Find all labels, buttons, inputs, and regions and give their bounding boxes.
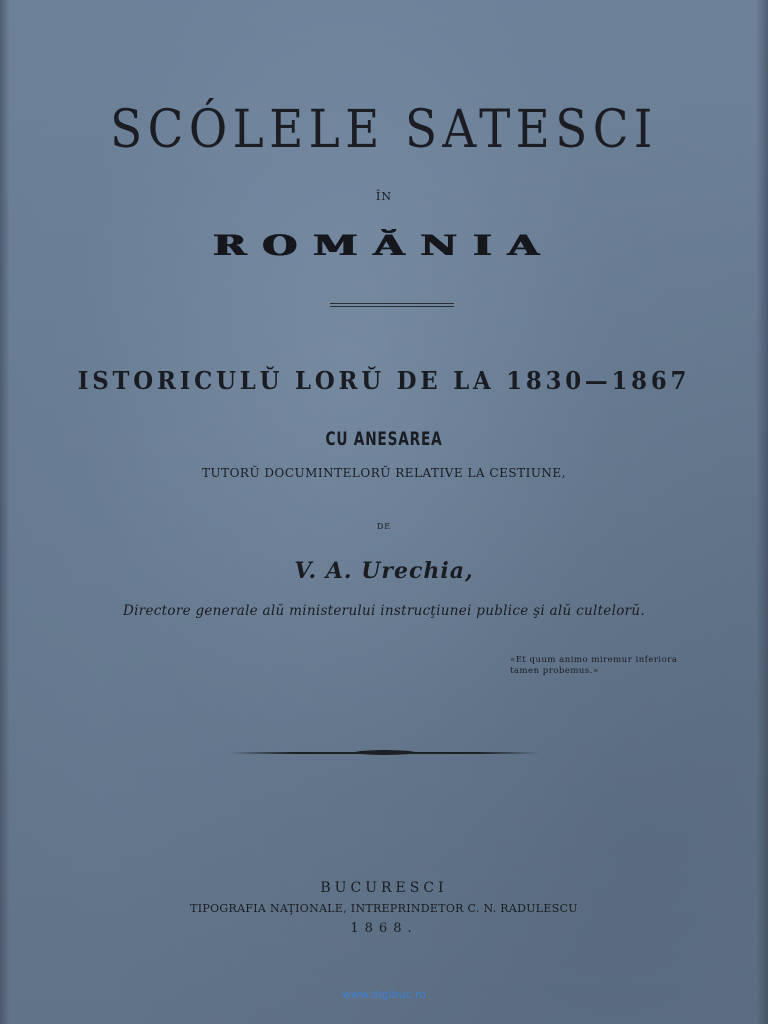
- author-role: Directore generale alŭ ministerului instrucţiunei publice şi alŭ cultelorŭ.: [123, 603, 645, 619]
- ornamental-divider-center: [355, 750, 415, 755]
- by-label: DE: [376, 522, 392, 531]
- epigraph: [510, 655, 720, 677]
- epigraph-line-2: tamen probemus.»: [510, 666, 599, 676]
- printer-name: TIPOGRAFIA NAŢIONALE, INTREPRINDETOR C. N. RADULESCU: [190, 902, 578, 915]
- title-divider-secondary: [330, 306, 454, 307]
- annex-heading: CU ANESAREA: [325, 428, 443, 450]
- author-name: V. A. Urechia,: [294, 558, 474, 584]
- title-line-2: ROMĂNIA: [213, 229, 555, 262]
- subtitle: ISTORICULŬ LORŬ DE LA 1830—1867: [77, 366, 691, 395]
- title-divider: [330, 303, 454, 304]
- title-line-1: SCÓLELE SATESCI: [110, 100, 658, 160]
- digibuc-watermark: www.digibuc.ro: [341, 988, 427, 1001]
- epigraph-line-1: «Et quum animo miremur inferiora: [510, 655, 678, 665]
- annex-description: TUTORŬ DOCUMINTELORŬ RELATIVE LA CESTIUNE,: [201, 466, 567, 480]
- publication-year: 1868.: [350, 921, 418, 936]
- title-connector: ÎN: [376, 190, 392, 203]
- cover-right-edge: [756, 0, 768, 1024]
- cover-left-edge: [0, 0, 10, 1024]
- publication-place: BUCURESCI: [320, 880, 448, 896]
